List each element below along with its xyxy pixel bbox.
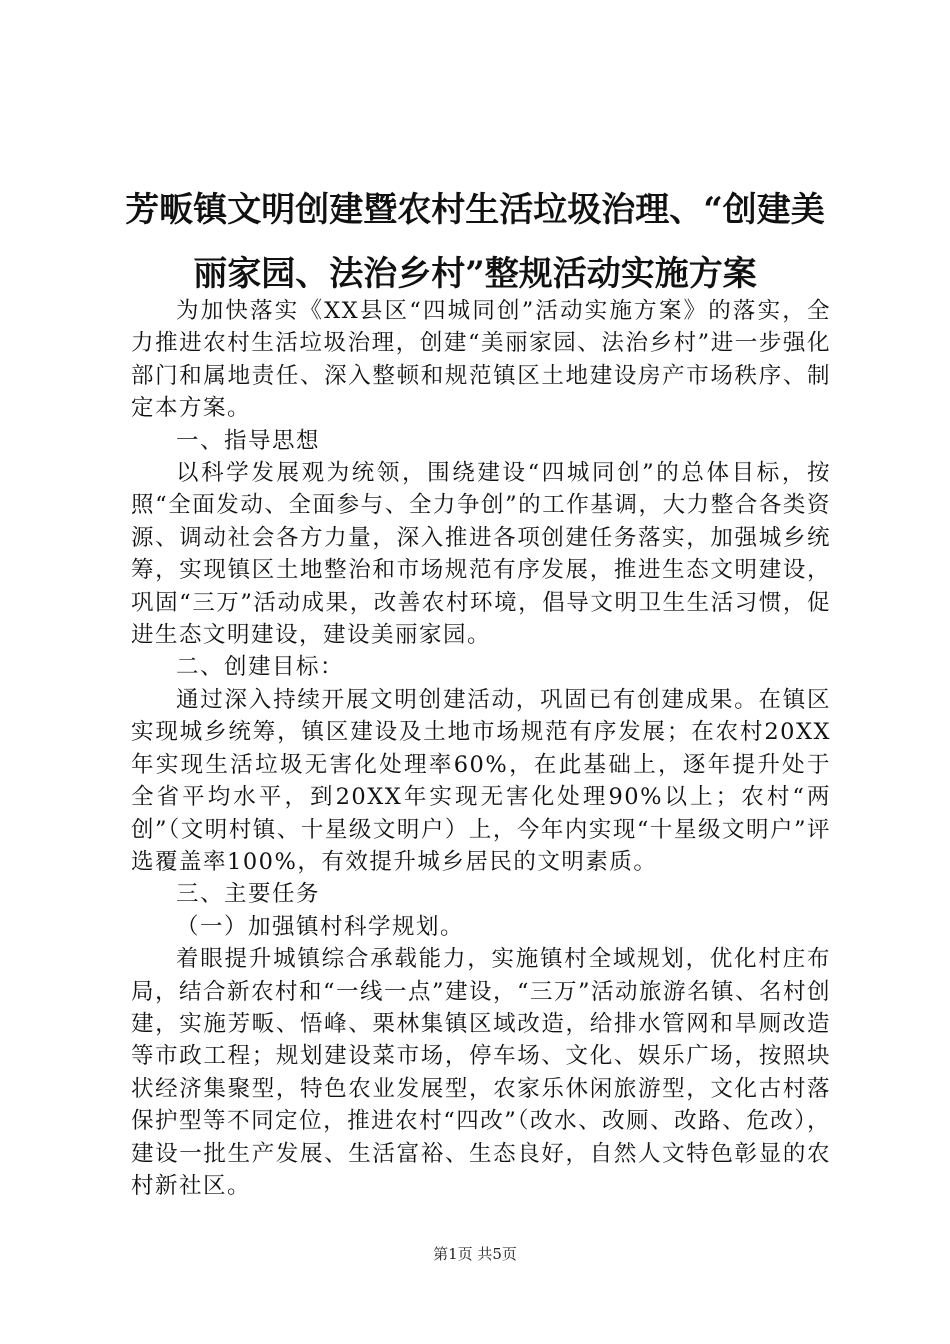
section-heading-guiding-thought: 一、指导思想: [176, 427, 321, 454]
section-heading-main-tasks: 三、主要任务: [176, 881, 321, 908]
document-title: 芳畈镇文明创建暨农村生活垃圾治理、“创建美丽家园、法治乡村”整规活动实施方案: [125, 190, 825, 294]
paragraph-planning: 着眼提升城镇综合承载能力，实施镇村全域规划，优化村庄布局，结合新农村和“一线一点”建设，“三万”活动旅游名镇、名村创建，实施芳畈、悟峰、栗林集镇区域改造，给排水管网和旱厕改造等市政工程；规划建设菜市场，停车场、文化、娱乐广场，按照块状经济集聚型，特色农业发展型，农家乐休闲旅游型，文化古村落保护型等不同定位，推进农村“四改”（改水、改厕、改路、危改），建设一批生产发展、生活富裕、生态良好，自然人文特色彰显的农村新社区。: [131, 946, 832, 1199]
section-heading-goals: 二、创建目标：: [176, 654, 345, 681]
paragraph-intro: 为加快落实《XX县区“四城同创”活动实施方案》的落实，全力推进农村生活垃圾治理，创建“美丽家园、法治乡村”进一步强化部门和属地责任、深入整顿和规范镇区土地建设房产市场秩序、制定本方案。: [131, 298, 831, 422]
paragraph-goals: 通过深入持续开展文明创建活动，巩固已有创建成果。在镇区实现城乡统筹，镇区建设及土地市场规范有序发展；在农村20XX年实现生活垃圾无害化处理率60%，在此基础上，逐年提升处于全省平均水平，到20XX年实现无害化处理90%以上；农村“两创”（文明村镇、十星级文明户）上，今年内实现“十星级文明户”评选覆盖率100%，有效提升城乡居民的文明素质。: [131, 686, 831, 875]
paragraph-guiding-thought: 以科学发展观为统领，围绕建设“四城同创”的总体目标，按照“全面发动、全面参与、全力争创”的工作基调，大力整合各类资源、调动社会各方力量，深入推进各项创建任务落实，加强城乡统筹，实现镇区土地整治和市场规范有序发展，推进生态文明建设，巩固“三万”活动成果，改善农村环境，倡导文明卫生生活习惯，促进生态文明建设，建设美丽家园。: [131, 460, 831, 649]
page-footer: 第1页 共5页: [433, 1245, 517, 1263]
subsection-heading-planning: （一）加强镇村科学规划。: [176, 913, 465, 940]
document-body: [131, 295, 831, 1202]
